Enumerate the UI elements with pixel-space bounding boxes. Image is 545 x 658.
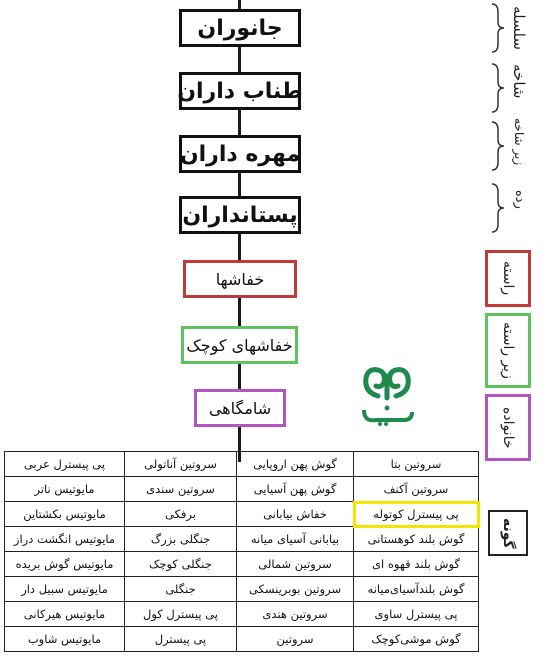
brace-phylum <box>490 62 506 114</box>
species-cell: سروتین شمالی <box>237 552 354 577</box>
rank-kingdom-label: سلسله <box>510 6 528 50</box>
species-cell: گوش بلندآسیای‌میانه <box>354 577 479 602</box>
rank-family-label: خانواده <box>500 406 516 449</box>
species-table <box>4 451 479 652</box>
rank-species-box <box>488 510 528 556</box>
rank-species-label: گونه <box>500 517 516 549</box>
table-row <box>5 452 479 477</box>
rank-suborder-label: زیر راسته <box>500 322 516 379</box>
order-box: خفاشها <box>183 260 297 298</box>
species-cell: جنگلی کوچک <box>125 552 237 577</box>
table-row <box>5 602 479 627</box>
species-cell: بیابانی آسیای میانه <box>237 527 354 552</box>
table-row <box>5 502 479 527</box>
species-cell: سروتین سندی <box>125 477 237 502</box>
species-cell: جنگلی بزرگ <box>125 527 237 552</box>
tabiat-logo <box>358 362 416 428</box>
species-cell: گوش پهن اروپایی <box>237 452 354 477</box>
table-row <box>5 552 479 577</box>
species-cell: پی پیسترل ساوی <box>354 602 479 627</box>
species-cell: مایوتیس شاوب <box>5 627 125 652</box>
class-box: پستانداران <box>179 196 301 234</box>
species-cell: مایوتیس انگشت دراز <box>5 527 125 552</box>
rank-order-label: راسته <box>500 261 516 296</box>
phylum-box: طناب داران <box>179 72 301 110</box>
family-box: شامگاهی <box>194 389 286 427</box>
species-cell: برفکی <box>125 502 237 527</box>
species-cell: مایوتیس ناتر <box>5 477 125 502</box>
species-cell: گوش بلند قهوه ای <box>354 552 479 577</box>
species-cell: پی پیسترل عربی <box>5 452 125 477</box>
species-cell: سروتین <box>237 627 354 652</box>
species-cell: پی پیسترل <box>125 627 237 652</box>
species-cell: خفاش بیابانی <box>237 502 354 527</box>
species-cell: مایوتیس هیرکانی <box>5 602 125 627</box>
species-cell: سروتین هندی <box>237 602 354 627</box>
rank-family-box <box>485 394 531 461</box>
table-row <box>5 627 479 652</box>
species-cell: مایوتیس گوش بریده <box>5 552 125 577</box>
brace-subphylum <box>490 120 506 172</box>
suborder-box: خفاشهای کوچک <box>181 326 298 364</box>
species-cell: پی پیسترل کول <box>125 602 237 627</box>
species-cell: مایوتیس بکشتاین <box>5 502 125 527</box>
species-cell: سروتین بتا <box>354 452 479 477</box>
table-row <box>5 527 479 552</box>
rank-subphylum-label: زیر شاخه <box>512 118 526 166</box>
species-cell: مایوتیس سبیل دار <box>5 577 125 602</box>
table-row <box>5 577 479 602</box>
brace-kingdom <box>490 2 506 54</box>
rank-class-label: رده <box>512 190 527 209</box>
species-cell: گوش پهن آسیایی <box>237 477 354 502</box>
species-cell: سروتین آکنف <box>354 477 479 502</box>
species-cell: سروتین آناتولی <box>125 452 237 477</box>
highlighted-species-cell: پی پیسترل کوتوله <box>354 502 479 527</box>
rank-order-box <box>485 250 531 307</box>
brace-class <box>490 182 506 234</box>
species-cell: گوش موشی‌کوچک <box>354 627 479 652</box>
table-row <box>5 477 479 502</box>
species-cell: جنگلی <box>125 577 237 602</box>
species-cell: گوش بلند کوهستانی <box>354 527 479 552</box>
kingdom-box: جانوران <box>179 9 301 47</box>
subphylum-box: مهره داران <box>179 135 301 173</box>
species-cell: سروتین بوبرینسکی <box>237 577 354 602</box>
rank-suborder-box <box>485 313 531 388</box>
rank-phylum-label: شاخه <box>510 64 528 99</box>
